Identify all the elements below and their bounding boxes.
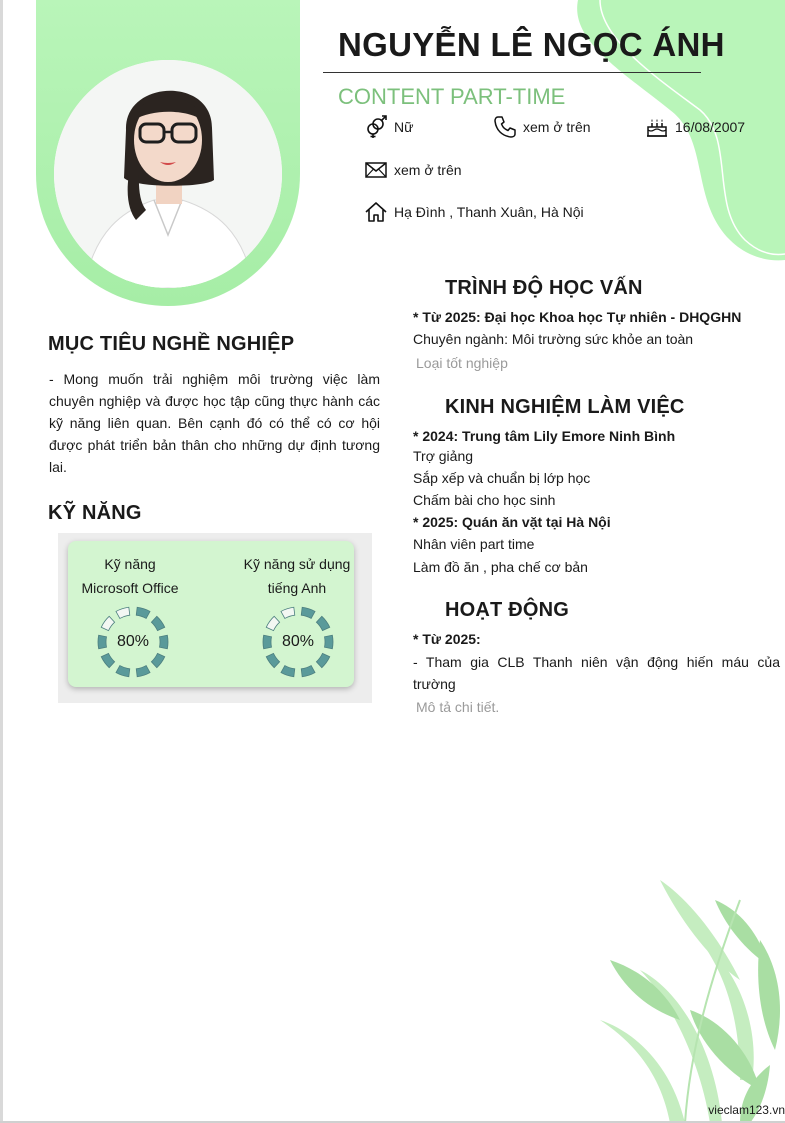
birthday-row [645,115,745,139]
job-1-title: * 2024: Trung tâm Lily Emore Ninh Bình [413,428,676,444]
page-left-border [0,0,3,1123]
education-heading: TRÌNH ĐỘ HỌC VẤN [445,277,643,299]
skill-2-percent: 80% [281,633,315,650]
job-2-title: * 2025: Quán ăn vặt tại Hà Nội [413,514,611,530]
watermark: vieclam123.vn [708,1103,785,1117]
skills-heading: KỸ NĂNG [48,502,142,524]
activities-heading: HOẠT ĐỘNG [445,599,570,621]
job-title: CONTENT PART-TIME [338,84,566,109]
birthday-value: 16/08/2007 [675,119,746,135]
phone-value: xem ở trên [523,119,591,135]
skill-1-percent: 80% [116,633,150,650]
activity-detail: Mô tả chi tiết. [416,699,500,715]
job-1-line-1: Trợ giảng [413,448,474,464]
gender-value: Nữ [394,119,414,135]
education-grade: Loại tốt nghiệp [416,355,508,371]
phone-row [493,115,591,139]
job-1-line-3: Chấm bài cho học sinh [413,492,556,508]
gender-row [364,115,413,139]
activity-text: - Tham gia CLB Thanh niên vận động hiến máu của trường [413,654,780,692]
job-2-line-2: Làm đồ ăn , pha chế cơ bản [413,559,588,575]
envelope-icon [364,158,388,182]
name-divider [323,72,701,73]
skill-2-title [227,552,367,600]
objective-text: - Mong muốn trải nghiệm môi trường việc làm chuyên nghiệp và được học tập cũng thực hành các kỹ năng liên quan. Bên cạnh đó có thể có cơ hội được phát triển bản thân cho những dự định tương lai. [49,371,380,475]
objective-heading: MỤC TIÊU NGHỀ NGHIỆP [48,333,295,355]
job-1-line-2: Sắp xếp và chuẩn bị lớp học [413,470,591,486]
education-major: Chuyên ngành: Môi trường sức khỏe an toàn [413,331,694,347]
profile-photo [54,60,282,288]
leaves-decoration [590,880,785,1123]
address-value: Hạ Đình , Thanh Xuân, Hà Nội [394,204,584,220]
home-icon [364,200,388,224]
skill-1-title [60,552,200,600]
skill-2-line2: tiếng Anh [267,580,327,596]
candidate-name: NGUYỄN LÊ NGỌC ÁNH [338,26,725,63]
phone-icon [493,115,517,139]
activity-entry-title: * Từ 2025: [413,631,481,647]
experience-heading: KINH NGHIỆM LÀM VIỆC [445,396,685,418]
address-row [364,200,584,224]
education-entry-title: * Từ 2025: Đại học Khoa học Tự nhiên - DHQGHN [413,309,742,325]
email-row [364,158,462,182]
birthday-cake-icon [645,115,669,139]
avatar [54,60,282,288]
gender-icon [364,115,388,139]
skill-1-line2: Microsoft Office [81,580,179,596]
skill-2-line1: Kỹ năng sử dụng [243,556,351,572]
skill-1-line1: Kỹ năng [104,556,156,572]
job-2-line-1: Nhân viên part time [413,536,535,552]
email-value: xem ở trên [394,162,462,178]
